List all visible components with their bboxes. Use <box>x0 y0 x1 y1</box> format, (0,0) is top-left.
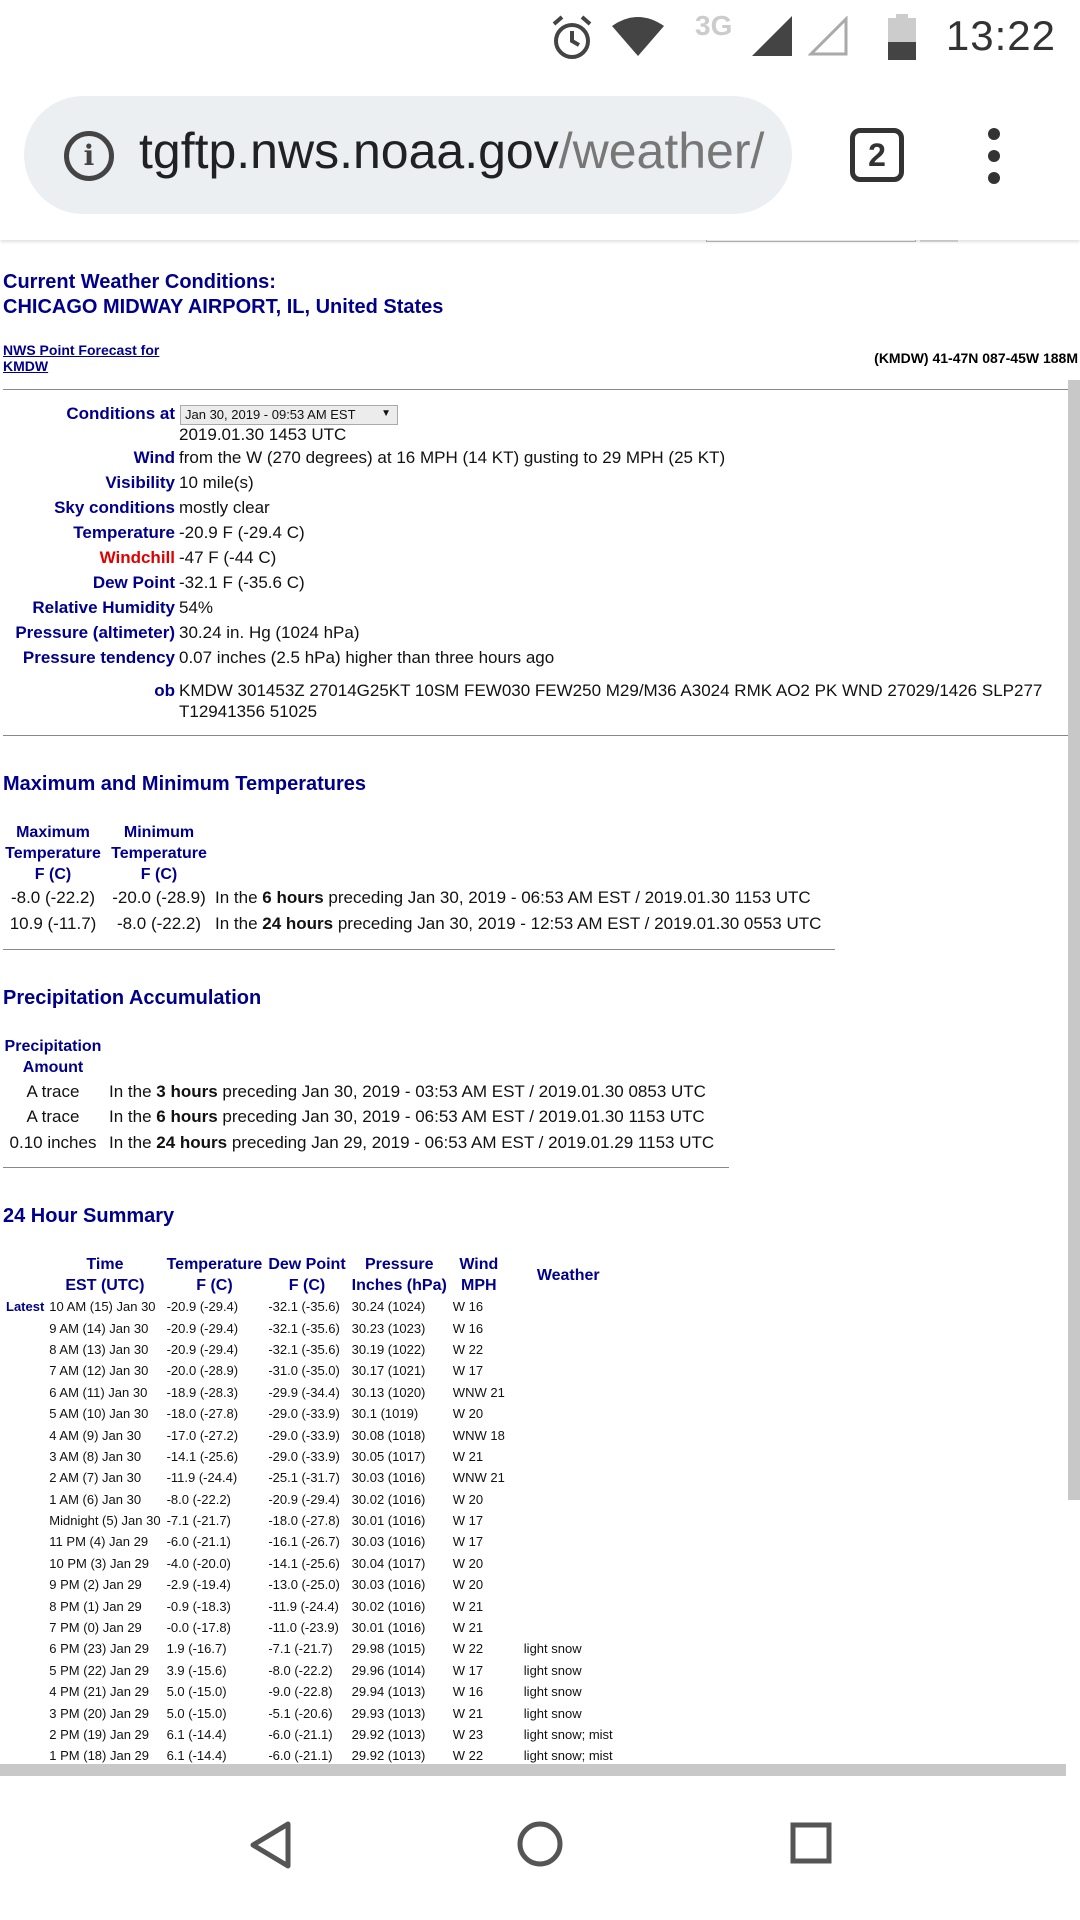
weather-cell <box>508 1531 616 1552</box>
vertical-scrollbar[interactable] <box>1068 380 1080 1500</box>
max-temp-cell: 10.9 (-11.7) <box>9 914 97 933</box>
condition-value: mostly clear <box>179 498 270 517</box>
wind-cell: W 20 <box>452 1406 484 1422</box>
status-bar <box>0 0 1080 76</box>
table-row <box>3 1467 616 1488</box>
pressure-cell: 29.92 (1013) <box>351 1727 426 1742</box>
time-cell: 1 AM (6) Jan 30 <box>49 1491 142 1507</box>
weather-cell <box>508 1317 616 1338</box>
period-cell <box>215 888 811 908</box>
wind-cell: W 17 <box>452 1662 484 1678</box>
ob-line1: KMDW 301453Z 27014G25KT 10SM FEW030 FEW250 M29/M36 A3024 RMK AO2 PK WND 27029/1426 SLP277 <box>179 681 1043 700</box>
min-temp-cell: -20.0 (-28.9) <box>112 888 206 907</box>
wind-cell: W 21 <box>452 1598 484 1614</box>
home-icon[interactable] <box>516 1820 564 1868</box>
time-cell: 8 PM (1) Jan 29 <box>49 1598 142 1614</box>
wind-cell: W 22 <box>452 1341 484 1357</box>
latest-label <box>3 1360 46 1381</box>
navigation-bar <box>0 1776 1080 1920</box>
back-icon[interactable] <box>248 1820 292 1870</box>
condition-label: Sky conditions <box>54 498 175 517</box>
condition-label: Dew Point <box>92 573 175 592</box>
pressure-cell: 29.93 (1013) <box>351 1705 426 1721</box>
col-header-dewpoint: Dew Point F (C) <box>268 1256 346 1294</box>
condition-label: Pressure tendency <box>22 648 175 667</box>
table-row <box>3 1382 616 1403</box>
dewpoint-cell: -29.0 (-33.9) <box>268 1406 340 1422</box>
weather-cell <box>508 1424 616 1445</box>
wind-cell: WNW 21 <box>452 1384 505 1400</box>
dewpoint-cell: -29.0 (-33.9) <box>268 1427 340 1443</box>
temperature-cell: 1.9 (-16.7) <box>166 1641 227 1657</box>
wind-cell: W 17 <box>452 1363 484 1379</box>
summary-title: 24 Hour Summary <box>3 1205 175 1227</box>
condition-label: Pressure (altimeter) <box>15 623 175 642</box>
temperature-cell: -14.1 (-25.6) <box>166 1448 239 1464</box>
period-span: 6 hours <box>262 888 324 907</box>
table-row <box>3 1403 616 1424</box>
col-header-weather: Weather <box>536 1266 600 1284</box>
period-suffix: preceding Jan 30, 2019 - 03:53 AM EST / 2019.01.30 0853 UTC <box>217 1082 706 1101</box>
wind-cell: WNW 18 <box>452 1427 505 1443</box>
table-row <box>3 1724 616 1745</box>
period-prefix: In the <box>109 1107 157 1126</box>
wind-cell: W 23 <box>452 1727 484 1742</box>
time-cell: 5 AM (10) Jan 30 <box>49 1406 149 1422</box>
latest-label <box>3 1489 46 1510</box>
time-cell: 3 AM (8) Jan 30 <box>49 1448 142 1464</box>
temperature-cell: -20.9 (-29.4) <box>166 1320 239 1336</box>
period-suffix: preceding Jan 30, 2019 - 12:53 AM EST / 2019.01.30 0553 UTC <box>333 914 822 933</box>
time-cell: 6 PM (23) Jan 29 <box>49 1641 150 1657</box>
time-cell: 6 AM (11) Jan 30 <box>49 1384 148 1400</box>
col-header-temperature: Temperature F (C) <box>166 1256 263 1294</box>
period-prefix: In the <box>109 1133 157 1152</box>
browser-toolbar <box>0 76 1080 240</box>
time-cell: 2 AM (7) Jan 30 <box>49 1470 142 1486</box>
weather-cell: light snow; mist <box>523 1748 613 1764</box>
tab-switcher-button[interactable]: 2 <box>850 128 904 182</box>
time-cell: 2 PM (19) Jan 29 <box>49 1727 150 1742</box>
dewpoint-cell: -25.1 (-31.7) <box>268 1470 340 1486</box>
pressure-cell: 30.13 (1020) <box>351 1384 426 1400</box>
wind-cell: W 20 <box>452 1555 484 1571</box>
weather-cell <box>508 1510 616 1531</box>
weather-cell <box>508 1574 616 1595</box>
chevron-down-icon: ▼ <box>381 408 391 419</box>
time-cell: 1 PM (18) Jan 29 <box>49 1748 150 1764</box>
latest-label <box>3 1574 46 1595</box>
time-cell: Midnight (5) Jan 30 <box>49 1513 161 1529</box>
conditions-label: Conditions at <box>66 404 175 423</box>
dewpoint-cell: -29.0 (-33.9) <box>268 1448 340 1464</box>
pressure-cell: 30.1 (1019) <box>351 1406 419 1422</box>
dewpoint-cell: -8.0 (-22.2) <box>268 1662 333 1678</box>
min-temp-cell: -8.0 (-22.2) <box>116 914 202 933</box>
overflow-menu-icon[interactable] <box>988 128 1000 194</box>
table-row <box>3 1424 616 1445</box>
latest-label <box>3 1446 46 1467</box>
pressure-cell: 30.01 (1016) <box>351 1620 426 1636</box>
wind-cell: W 17 <box>452 1513 484 1529</box>
temperature-cell: -0.9 (-18.3) <box>166 1598 231 1614</box>
latest-label <box>3 1702 46 1723</box>
weather-cell: light snow; mist <box>523 1727 613 1742</box>
time-cell: 11 PM (4) Jan 29 <box>49 1534 149 1550</box>
wind-cell: W 22 <box>452 1748 484 1764</box>
temperature-cell: -18.0 (-27.8) <box>166 1406 239 1422</box>
condition-label: Wind <box>133 448 175 467</box>
wind-cell: W 21 <box>452 1448 484 1464</box>
pressure-cell: 30.08 (1018) <box>351 1427 426 1443</box>
period-suffix: preceding Jan 30, 2019 - 06:53 AM EST / 2019.01.30 1153 UTC <box>323 888 811 907</box>
temperature-cell: -11.9 (-24.4) <box>166 1470 238 1486</box>
weather-cell <box>508 1553 616 1574</box>
latest-label <box>3 1510 46 1531</box>
pressure-cell: 30.03 (1016) <box>351 1470 426 1486</box>
pressure-cell: 30.04 (1017) <box>351 1555 426 1571</box>
period-prefix: In the <box>215 888 263 907</box>
temperature-cell: -2.9 (-19.4) <box>166 1577 231 1593</box>
time-cell: 4 AM (9) Jan 30 <box>49 1427 142 1443</box>
temperature-cell: -0.0 (-17.8) <box>166 1620 231 1636</box>
condition-label: Relative Humidity <box>32 598 175 617</box>
temperature-cell: -6.0 (-21.1) <box>166 1534 231 1550</box>
latest-label <box>3 1339 46 1360</box>
table-row <box>3 1489 616 1510</box>
max-header: Maximum Temperature F (C) <box>5 824 101 883</box>
dewpoint-cell: -6.0 (-21.1) <box>268 1748 333 1764</box>
latest-label <box>3 1424 46 1445</box>
temperature-cell: 6.1 (-14.4) <box>166 1748 227 1764</box>
condition-label: Windchill <box>99 548 175 567</box>
time-cell: 10 PM (3) Jan 29 <box>49 1555 150 1571</box>
temperature-cell: -4.0 (-20.0) <box>166 1555 231 1571</box>
divider <box>3 1167 729 1168</box>
pressure-cell: 30.17 (1021) <box>351 1363 426 1379</box>
recents-icon[interactable] <box>790 1822 832 1864</box>
weather-cell: light snow <box>523 1705 582 1721</box>
dewpoint-cell: -31.0 (-35.0) <box>268 1363 340 1379</box>
time-cell: 7 AM (12) Jan 30 <box>49 1363 149 1379</box>
wind-cell: W 20 <box>452 1577 484 1593</box>
signal-empty-icon <box>808 16 848 56</box>
temperature-cell: -18.9 (-28.3) <box>166 1384 239 1400</box>
temperature-cell: -20.9 (-29.4) <box>166 1341 239 1357</box>
period-suffix: preceding Jan 30, 2019 - 06:53 AM EST / 2019.01.30 1153 UTC <box>217 1107 705 1126</box>
table-row <box>3 1660 616 1681</box>
table-row <box>3 1531 616 1552</box>
pressure-cell: 30.01 (1016) <box>351 1513 426 1529</box>
latest-label <box>3 1467 46 1488</box>
wind-cell: W 16 <box>452 1320 484 1336</box>
latest-label <box>3 1553 46 1574</box>
alarm-icon <box>550 14 594 62</box>
pressure-cell: 30.24 (1024) <box>351 1299 426 1315</box>
condition-value: -32.1 F (-35.6 C) <box>179 573 305 592</box>
time-cell: 5 PM (22) Jan 29 <box>49 1662 150 1678</box>
time-cell: 3 PM (20) Jan 29 <box>49 1705 150 1721</box>
precip-amount-cell: 0.10 inches <box>9 1133 97 1152</box>
divider <box>3 735 1080 736</box>
precip-title: Precipitation Accumulation <box>3 987 262 1009</box>
latest-label <box>3 1617 46 1638</box>
ob-line2: T12941356 51025 <box>179 702 318 721</box>
ob-label: ob <box>154 681 175 700</box>
latest-label <box>3 1403 46 1424</box>
weather-cell <box>508 1403 616 1424</box>
weather-cell: light snow <box>523 1641 582 1657</box>
period-span: 24 hours <box>262 914 334 933</box>
condition-value: 30.24 in. Hg (1024 hPa) <box>179 623 360 642</box>
wind-cell: W 16 <box>452 1684 484 1700</box>
pressure-cell: 29.92 (1013) <box>351 1748 426 1764</box>
time-cell: 4 PM (21) Jan 29 <box>49 1684 150 1700</box>
search-input[interactable] <box>706 240 916 242</box>
dewpoint-cell: -9.0 (-22.8) <box>268 1684 333 1700</box>
pressure-cell: 29.96 (1014) <box>351 1662 426 1678</box>
dewpoint-cell: -18.0 (-27.8) <box>268 1513 340 1529</box>
time-cell: 8 AM (13) Jan 30 <box>49 1341 149 1357</box>
wind-cell: W 21 <box>452 1620 484 1636</box>
dewpoint-cell: -13.0 (-25.0) <box>268 1577 340 1593</box>
precip-header: Precipitation Amount <box>4 1038 102 1076</box>
signal-icon <box>752 16 792 56</box>
table-row <box>3 1446 616 1467</box>
url-text[interactable]: tgftp.nws.noaa.gov/weather/ <box>139 123 765 179</box>
precip-amount-cell: A trace <box>26 1107 80 1126</box>
dewpoint-cell: -6.0 (-21.1) <box>268 1727 333 1742</box>
latest-label <box>3 1317 46 1338</box>
period-span: 3 hours <box>156 1082 218 1101</box>
web-page <box>0 240 1080 1776</box>
horizontal-scrollbar[interactable] <box>0 1764 1066 1776</box>
weather-cell <box>508 1467 616 1488</box>
temperature-cell: -8.0 (-22.2) <box>166 1491 231 1507</box>
temperature-cell: 5.0 (-15.0) <box>166 1684 227 1700</box>
dewpoint-cell: -7.1 (-21.7) <box>268 1641 333 1657</box>
dewpoint-cell: -16.1 (-26.7) <box>268 1534 340 1550</box>
wind-cell: WNW 21 <box>452 1470 505 1486</box>
dewpoint-cell: -11.9 (-24.4) <box>268 1598 339 1614</box>
temperature-cell: -20.0 (-28.9) <box>166 1363 239 1379</box>
condition-value: 0.07 inches (2.5 hPa) higher than three hours ago <box>179 648 555 667</box>
time-cell: 7 PM (0) Jan 29 <box>49 1620 142 1636</box>
period-cell <box>215 914 821 934</box>
pressure-cell: 30.03 (1016) <box>351 1577 426 1593</box>
conditions-select[interactable]: Jan 30, 2019 - 09:53 AM EST ▼ <box>180 405 398 425</box>
wind-cell: W 20 <box>452 1491 484 1507</box>
pressure-cell: 30.05 (1017) <box>351 1448 426 1464</box>
maxmin-title: Maximum and Minimum Temperatures <box>3 773 367 795</box>
wind-cell: W 22 <box>452 1641 484 1657</box>
search-button[interactable] <box>920 240 958 242</box>
condition-label: Visibility <box>105 473 175 492</box>
network-type: 3G <box>695 10 733 41</box>
pressure-cell: 30.03 (1016) <box>351 1534 426 1550</box>
latest-label <box>3 1660 46 1681</box>
condition-value: 10 mile(s) <box>179 473 254 492</box>
precip-amount-cell: A trace <box>26 1082 80 1101</box>
temperature-cell: 5.0 (-15.0) <box>166 1705 227 1721</box>
pressure-cell: 30.23 (1023) <box>351 1320 426 1336</box>
summary-table <box>3 1254 616 1767</box>
weather-cell: light snow <box>523 1684 582 1700</box>
temperature-cell: 3.9 (-15.6) <box>166 1662 227 1678</box>
weather-cell: light snow <box>523 1662 582 1678</box>
conditions-utc: 2019.01.30 1453 UTC <box>179 425 347 444</box>
dewpoint-cell: -14.1 (-25.6) <box>268 1555 340 1571</box>
latest-label: Latest <box>6 1299 45 1315</box>
clock: 13:22 <box>945 12 1056 59</box>
table-row <box>3 1595 616 1616</box>
latest-label <box>3 1681 46 1702</box>
wifi-icon <box>610 16 666 58</box>
address-bar[interactable] <box>24 96 792 214</box>
wind-cell: W 16 <box>452 1299 484 1315</box>
table-row <box>3 1681 616 1702</box>
table-row <box>3 1317 616 1338</box>
latest-label <box>3 1382 46 1403</box>
dewpoint-cell: -32.1 (-35.6) <box>268 1299 340 1315</box>
period-prefix: In the <box>215 914 263 933</box>
temperature-cell: 6.1 (-14.4) <box>166 1727 227 1742</box>
table-row <box>3 1553 616 1574</box>
period-prefix: In the <box>109 1082 157 1101</box>
weather-cell <box>508 1489 616 1510</box>
period-span: 24 hours <box>156 1133 228 1152</box>
table-row <box>3 1510 616 1531</box>
table-row <box>3 1360 616 1381</box>
dewpoint-cell: -32.1 (-35.6) <box>268 1341 340 1357</box>
condition-value: 54% <box>179 598 214 617</box>
temperature-cell: -20.9 (-29.4) <box>166 1299 239 1315</box>
weather-cell <box>508 1339 616 1360</box>
precip-period-cell <box>109 1107 705 1127</box>
condition-value: from the W (270 degrees) at 16 MPH (14 KT) gusting to 29 MPH (25 KT) <box>179 448 726 467</box>
pressure-cell: 29.94 (1013) <box>351 1684 426 1700</box>
forecast-link[interactable]: NWS Point Forecast for KMDW <box>3 342 160 374</box>
condition-value: -47 F (-44 C) <box>179 548 277 567</box>
table-row <box>3 1702 616 1723</box>
condition-label: Temperature <box>73 523 175 542</box>
wind-cell: W 21 <box>452 1705 484 1721</box>
precip-period-cell <box>109 1133 714 1153</box>
latest-label <box>3 1595 46 1616</box>
col-header-wind: Wind MPH <box>459 1256 499 1294</box>
max-temp-cell: -8.0 (-22.2) <box>10 888 96 907</box>
latest-label <box>3 1638 46 1659</box>
col-header-time: Time EST (UTC) <box>65 1256 145 1294</box>
page-title: Current Weather Conditions: CHICAGO MIDWAY AIRPORT, IL, United States <box>3 271 444 318</box>
latest-label <box>3 1724 46 1745</box>
divider <box>3 389 1080 390</box>
pressure-cell: 30.19 (1022) <box>351 1341 426 1357</box>
table-row <box>3 1617 616 1638</box>
weather-cell <box>508 1446 616 1467</box>
battery-icon <box>888 14 916 60</box>
time-cell: 9 AM (14) Jan 30 <box>49 1320 149 1336</box>
table-row <box>3 1296 616 1317</box>
period-span: 6 hours <box>156 1107 218 1126</box>
pressure-cell: 30.02 (1016) <box>351 1598 426 1614</box>
table-row <box>3 1638 616 1659</box>
time-cell: 9 PM (2) Jan 29 <box>49 1577 142 1593</box>
condition-value: -20.9 F (-29.4 C) <box>179 523 305 542</box>
temperature-cell: -7.1 (-21.7) <box>166 1513 231 1529</box>
dewpoint-cell: -11.0 (-23.9) <box>268 1620 339 1636</box>
col-header-spacer <box>3 1254 46 1296</box>
pressure-cell: 29.98 (1015) <box>351 1641 426 1657</box>
temperature-cell: -17.0 (-27.2) <box>166 1427 239 1443</box>
weather-cell <box>508 1296 616 1317</box>
info-icon[interactable]: i <box>64 131 114 181</box>
dewpoint-cell: -32.1 (-35.6) <box>268 1320 340 1336</box>
table-row <box>3 1339 616 1360</box>
pressure-cell: 30.02 (1016) <box>351 1491 426 1507</box>
precip-period-cell <box>109 1082 706 1102</box>
period-suffix: preceding Jan 29, 2019 - 06:53 AM EST / 2019.01.29 1153 UTC <box>227 1133 715 1152</box>
weather-cell <box>508 1360 616 1381</box>
divider <box>3 949 835 950</box>
table-row <box>3 1574 616 1595</box>
col-header-pressure: Pressure Inches (hPa) <box>351 1256 447 1294</box>
weather-cell <box>508 1382 616 1403</box>
weather-cell <box>508 1595 616 1616</box>
wind-cell: W 17 <box>452 1534 484 1550</box>
dewpoint-cell: -5.1 (-20.6) <box>268 1705 333 1721</box>
dewpoint-cell: -20.9 (-29.4) <box>268 1491 340 1507</box>
time-cell: 10 AM (15) Jan 30 <box>49 1299 156 1315</box>
station-info: (KMDW) 41-47N 087-45W 188M <box>874 350 1078 366</box>
dewpoint-cell: -29.9 (-34.4) <box>268 1384 340 1400</box>
min-header: Minimum Temperature F (C) <box>111 824 207 883</box>
weather-cell <box>508 1617 616 1638</box>
latest-label <box>3 1531 46 1552</box>
